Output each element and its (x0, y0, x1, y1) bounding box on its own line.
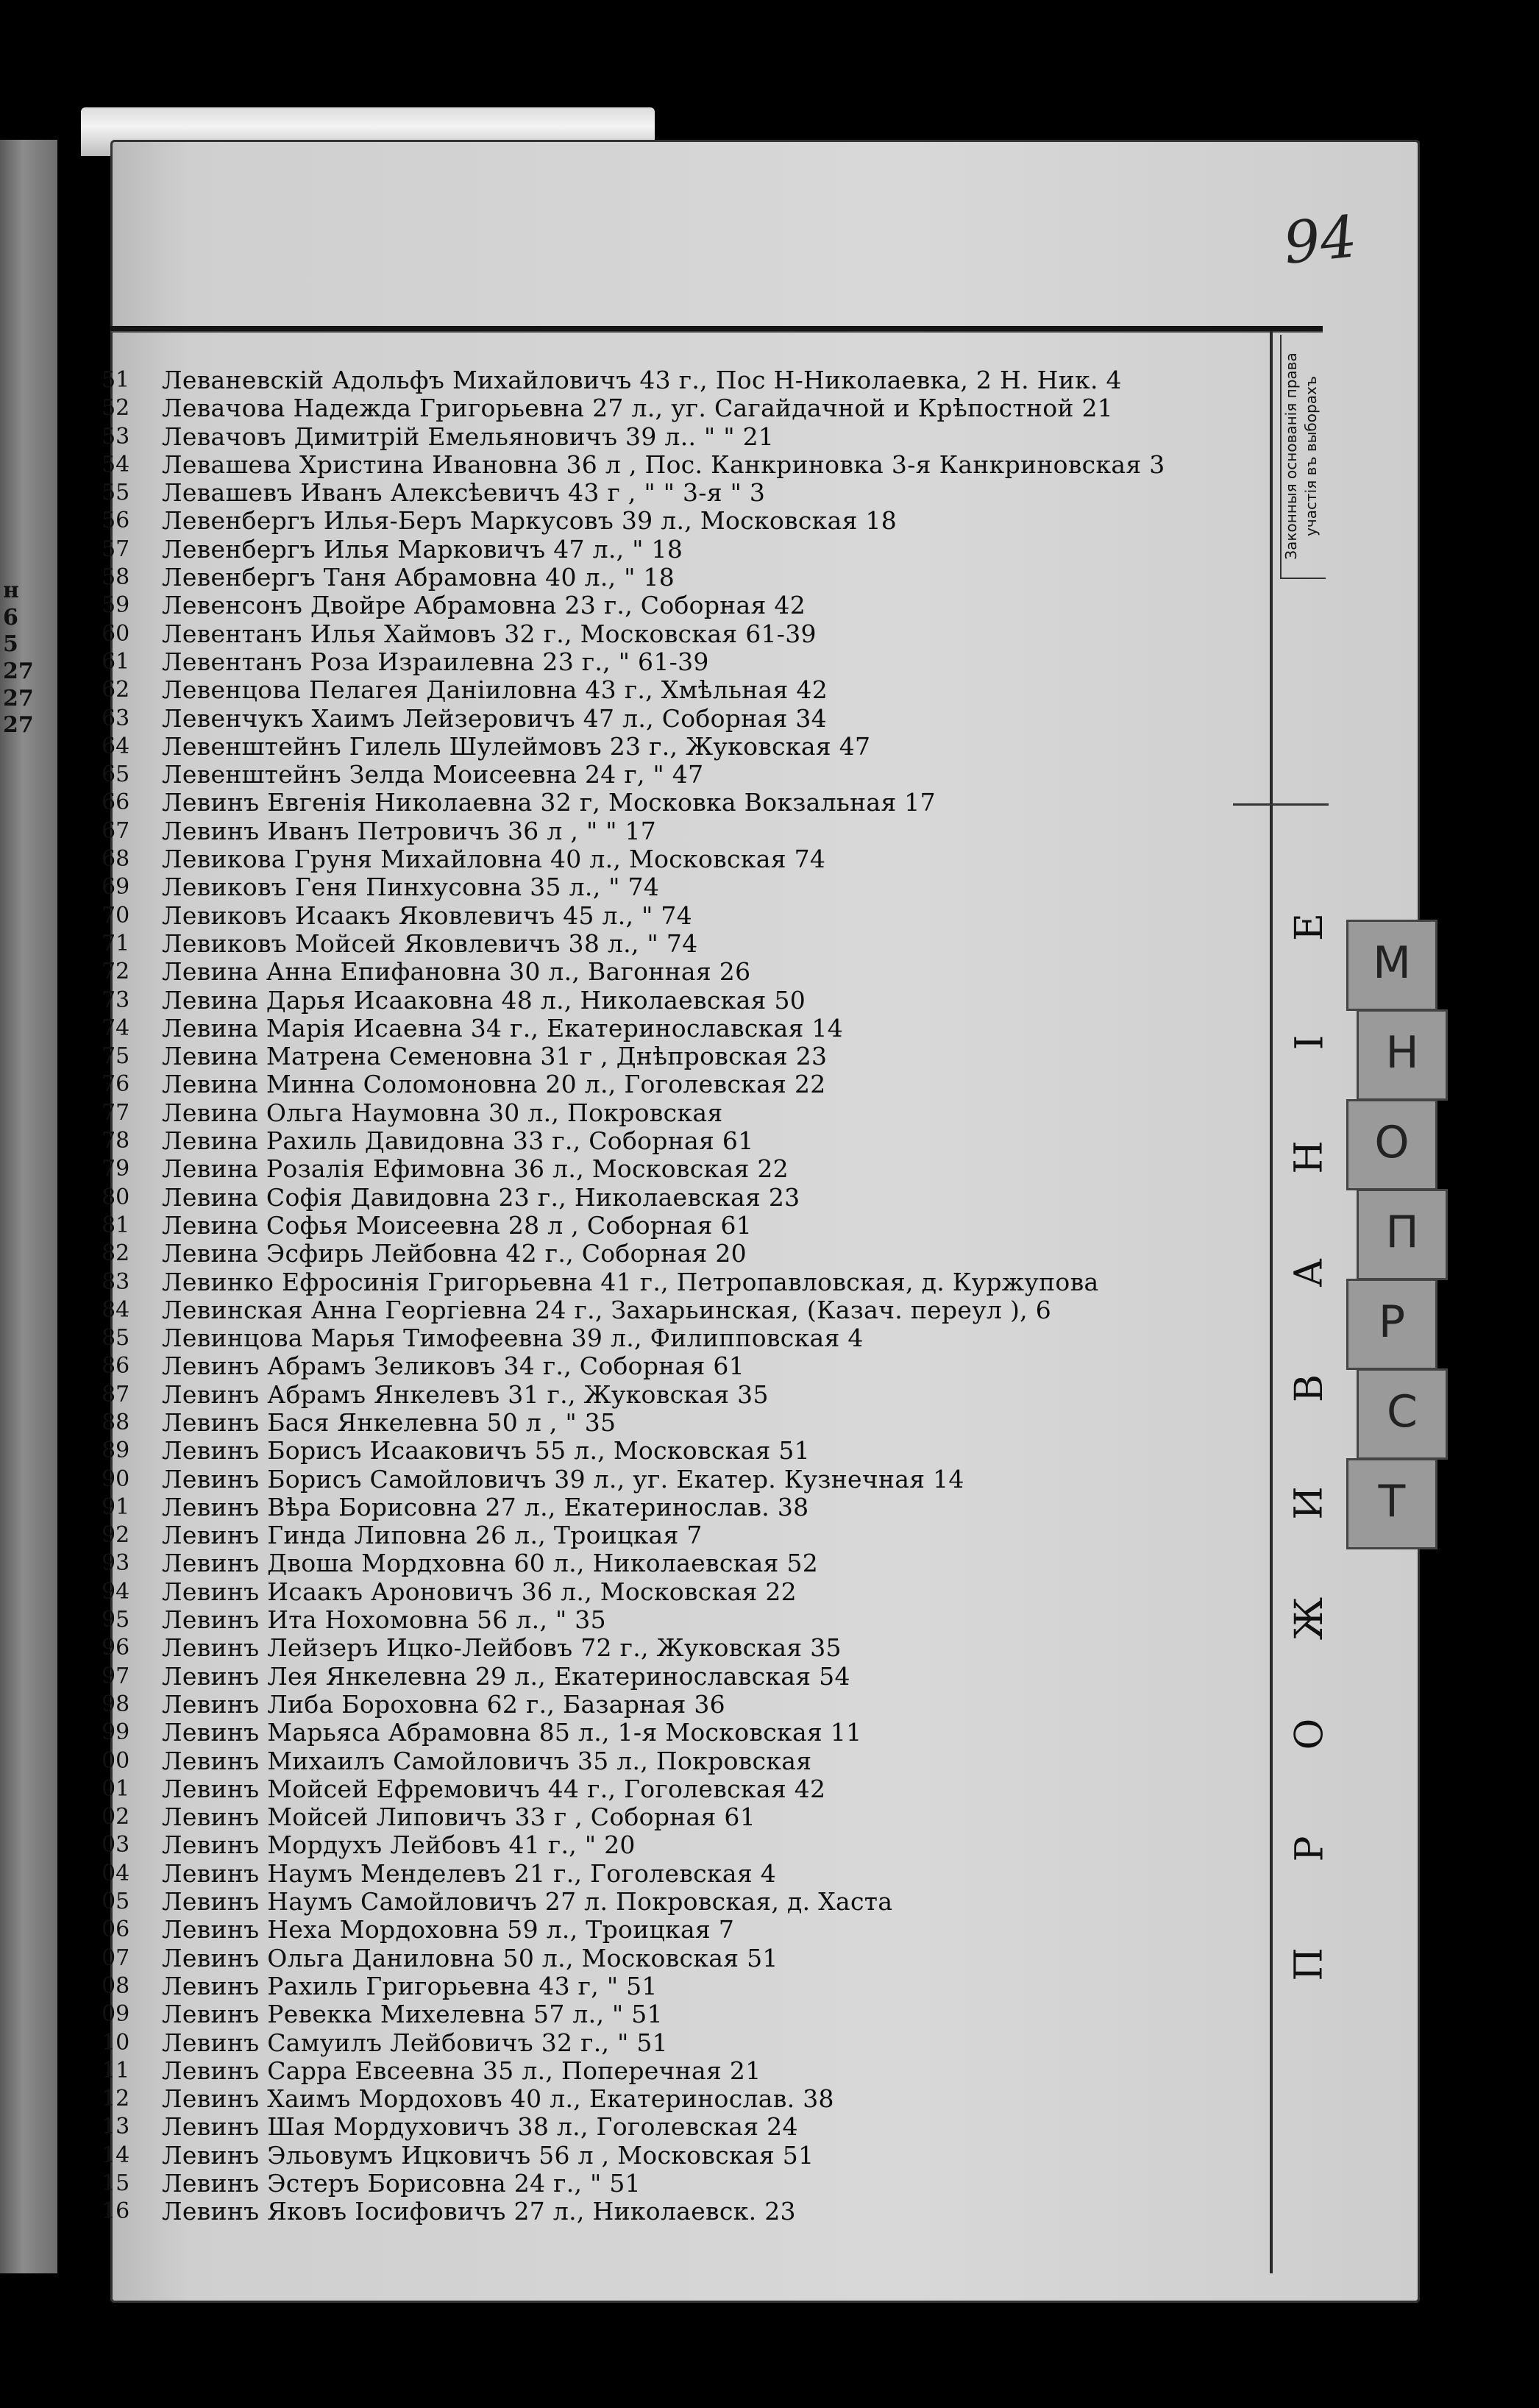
entry-number: 15 (102, 2170, 130, 2196)
entry-text: Левинцова Марья Тимофеевна 39 л., Филипповская 4 (162, 1324, 864, 1353)
entry-text: Левинъ Абрамъ Янкелевъ 31 г., Жуковская 35 (162, 1379, 769, 1409)
vertical-header-letter: О (1287, 1718, 1332, 1750)
entry-number: 84 (102, 1296, 130, 1323)
entry-number: 00 (102, 1747, 130, 1774)
entry-text: Левинъ Эльовумъ Ицковичъ 56 л , Московская 51 (162, 2140, 814, 2170)
register-entry (102, 957, 1287, 987)
entry-number: 81 (102, 1212, 130, 1238)
entry-number: 72 (102, 959, 130, 985)
entry-number: 58 (102, 564, 130, 591)
entry-text: Левинъ Вѣра Борисовна 27 л., Екатеринослав. 38 (162, 1492, 809, 1521)
register-entry (102, 1943, 1287, 1972)
entry-number: 94 (102, 1578, 130, 1605)
entry-text: Левинъ Бася Янкелевна 50 л , " 35 (162, 1407, 616, 1437)
register-entry (102, 591, 1287, 620)
entry-text: Левиковъ Исаакъ Яковлевичъ 45 л., " 74 (162, 901, 692, 930)
previous-page-edge (0, 140, 57, 2273)
register-entry (102, 647, 1287, 676)
register-entry (102, 2056, 1287, 2085)
entry-text: Левинъ Яковъ Іосифовичъ 27 л., Николаевск. 23 (162, 2197, 796, 2226)
register-entry (102, 1126, 1287, 1156)
register-entry (102, 1464, 1287, 1494)
register-entry (102, 1042, 1287, 1071)
entry-number: 08 (102, 1972, 130, 1999)
entry-number: 05 (102, 1889, 130, 1915)
vertical-header-letter: Е (1287, 913, 1332, 941)
register-entry (102, 2140, 1287, 2170)
entry-number: 51 (102, 367, 130, 393)
entry-number: 70 (102, 902, 130, 928)
index-tab: П (1357, 1189, 1448, 1280)
register-entry (102, 1803, 1287, 1832)
register-entry (102, 1746, 1287, 1775)
vertical-column-header (1284, 905, 1335, 1986)
register-entry (102, 1154, 1287, 1184)
register-entry (102, 534, 1287, 564)
register-entry (102, 1098, 1287, 1127)
entry-number: 95 (102, 1607, 130, 1633)
entry-text: Левинко Ефросинія Григорьевна 41 г., Петропавловская, д. Куржупова (162, 1267, 1099, 1296)
entry-number: 63 (102, 705, 130, 731)
previous-page-fragment: 6 (3, 605, 18, 631)
register-entry (102, 394, 1287, 423)
register-entry (102, 928, 1287, 958)
register-entry (102, 1210, 1287, 1240)
register-entry (102, 1182, 1287, 1212)
entry-number: 71 (102, 930, 130, 956)
register-entry (102, 1295, 1287, 1324)
register-entry (102, 1436, 1287, 1466)
index-tab: М (1346, 920, 1437, 1011)
index-tab: Н (1357, 1009, 1448, 1101)
entry-number: 62 (102, 677, 130, 703)
register-entry (102, 1267, 1287, 1296)
entry-text: Левенцова Пелагея Даніиловна 43 г., Хмѣльная 42 (162, 675, 828, 705)
entry-text: Левачова Надежда Григорьевна 27 л., уг. Сагайдачной и Крѣпостной 21 (162, 394, 1114, 423)
entry-number: 55 (102, 480, 130, 506)
entry-number: 53 (102, 423, 130, 450)
register-entry (102, 1830, 1287, 1860)
entry-text: Левинъ Ольга Даниловна 50 л., Московская 51 (162, 1943, 778, 1972)
register-entry (102, 845, 1287, 874)
index-tab: О (1346, 1099, 1437, 1190)
vertical-header-letter: В (1287, 1374, 1332, 1402)
entry-text: Левенсонъ Двойре Абрамовна 23 г., Соборная 42 (162, 591, 806, 620)
entry-text: Левинъ Мойсей Липовичъ 33 г , Соборная 61 (162, 1803, 756, 1832)
entry-text: Левентанъ Роза Израилевна 23 г., " 61-39 (162, 647, 709, 676)
entry-number: 10 (102, 2029, 130, 2056)
entry-text: Левашева Христина Ивановна 36 л , Пос. Канкриновка 3-я Канкриновская 3 (162, 450, 1165, 479)
entry-text: Левинъ Марьяса Абрамовна 85 л., 1-я Московская 11 (162, 1718, 862, 1747)
entry-number: 56 (102, 508, 130, 534)
entry-number: 96 (102, 1635, 130, 1661)
entry-number: 92 (102, 1522, 130, 1549)
entry-number: 82 (102, 1240, 130, 1267)
register-entry (102, 619, 1287, 648)
index-tabs (1346, 920, 1442, 1545)
side-column-header-text: Законныя основанія права участія въ выборахъ (1282, 352, 1320, 560)
entry-text: Левинъ Мордухъ Лейбовъ 41 г., " 20 (162, 1830, 636, 1860)
register-entry (102, 1689, 1287, 1719)
entry-text: Левина Матрена Семеновна 31 г , Днѣпровская 23 (162, 1042, 828, 1071)
entry-text: Левенчукъ Хаимъ Лейзеровичъ 47 л., Соборная 34 (162, 703, 827, 733)
header-rule (110, 326, 1323, 331)
entry-text: Левинъ Лея Янкелевна 29 л., Екатеринославская 54 (162, 1661, 850, 1691)
entries-list (102, 366, 1287, 2226)
register-entry (102, 1239, 1287, 1268)
register-entry (102, 703, 1287, 733)
register-entry (102, 2169, 1287, 2198)
vertical-header-letter: А (1287, 1258, 1332, 1288)
entry-text: Левенбергъ Илья-Беръ Маркусовъ 39 л., Московская 18 (162, 506, 898, 536)
register-entry (102, 1774, 1287, 1803)
entry-text: Левинъ Иванъ Петровичъ 36 л , " " 17 (162, 816, 657, 845)
entry-number: 07 (102, 1944, 130, 1971)
entry-number: 98 (102, 1691, 130, 1717)
entry-number: 57 (102, 536, 130, 562)
entry-text: Левинъ Евгенія Николаевна 32 г, Московка Вокзальная 17 (162, 788, 936, 817)
register-entry (102, 1915, 1287, 1944)
register-entry (102, 1858, 1287, 1888)
entry-text: Левина Марія Исаевна 34 г., Екатеринославская 14 (162, 1013, 844, 1043)
entry-text: Левинъ Неха Мордоховна 59 л., Троицкая 7 (162, 1915, 735, 1944)
entry-number: 83 (102, 1268, 130, 1295)
entry-number: 68 (102, 846, 130, 873)
register-entry (102, 1324, 1287, 1353)
entry-text: Левенбергъ Таня Абрамовна 40 л., " 18 (162, 563, 675, 592)
entry-text: Левинъ Исаакъ Ароновичъ 36 л., Московская 22 (162, 1577, 797, 1606)
register-entry (102, 1070, 1287, 1099)
previous-page-fragment: 27 (3, 658, 34, 684)
entry-text: Левинъ Наумъ Самойловичъ 27 л. Покровская, д. Хаста (162, 1887, 893, 1917)
register-entry (102, 675, 1287, 705)
index-tab: С (1357, 1368, 1448, 1460)
entry-number: 87 (102, 1381, 130, 1407)
register-entry (102, 2197, 1287, 2226)
register-entry (102, 1633, 1287, 1663)
vertical-header-letter: Ж (1287, 1597, 1332, 1641)
entry-text: Левинъ Эстеръ Борисовна 24 г., " 51 (162, 2169, 641, 2198)
register-entry (102, 1407, 1287, 1437)
entry-number: 90 (102, 1466, 130, 1492)
entry-number: 06 (102, 1917, 130, 1943)
register-entry (102, 422, 1287, 451)
index-tab: Т (1346, 1458, 1437, 1549)
entry-number: 03 (102, 1832, 130, 1858)
entry-text: Левинъ Борисъ Исааковичъ 55 л., Московская 51 (162, 1436, 811, 1466)
entry-number: 04 (102, 1860, 130, 1886)
entry-number: 85 (102, 1325, 130, 1352)
entry-number: 60 (102, 620, 130, 647)
entry-number: 91 (102, 1494, 130, 1520)
entry-number: 61 (102, 648, 130, 675)
entry-number: 99 (102, 1719, 130, 1746)
entry-number: 02 (102, 1804, 130, 1830)
register-entry (102, 1352, 1287, 1381)
entry-text: Левикова Груня Михайловна 40 л., Московская 74 (162, 845, 826, 874)
entry-text: Левинъ Мойсей Ефремовичъ 44 г., Гоголевская 42 (162, 1774, 826, 1803)
entry-text: Левина Анна Епифановна 30 л., Вагонная 26 (162, 957, 751, 987)
register-entry (102, 1887, 1287, 1917)
entry-text: Левинъ Рахиль Григорьевна 43 г, " 51 (162, 1971, 658, 2000)
entry-number: 64 (102, 733, 130, 759)
register-entry (102, 760, 1287, 789)
entry-number: 89 (102, 1438, 130, 1464)
register-entry (102, 873, 1287, 902)
previous-page-fragment: н (3, 578, 19, 603)
entry-text: Левиковъ Геня Пинхусовна 35 л., " 74 (162, 873, 660, 902)
entry-text: Левина Эсфирь Лейбовна 42 г., Соборная 20 (162, 1239, 747, 1268)
register-entry (102, 1549, 1287, 1578)
entry-number: 93 (102, 1550, 130, 1577)
entry-text: Левашевъ Иванъ Алексѣевичъ 43 г , " " 3-я " 3 (162, 478, 766, 508)
entry-text: Левинская Анна Георгіевна 24 г., Захарьинская, (Казач. переул ), 6 (162, 1295, 1052, 1324)
entry-number: 78 (102, 1128, 130, 1154)
entry-text: Левинъ Сарра Евсеевна 35 л., Поперечная 21 (162, 2056, 761, 2085)
entry-number: 97 (102, 1663, 130, 1689)
register-entry (102, 1492, 1287, 1521)
entry-text: Левиковъ Мойсей Яковлевичъ 38 л., " 74 (162, 928, 698, 958)
entry-number: 69 (102, 874, 130, 901)
entry-text: Левинъ Двоша Мордховна 60 л., Николаевская 52 (162, 1549, 819, 1578)
entry-text: Левенштейнъ Гилель Шулеймовъ 23 г., Жуковская 47 (162, 731, 871, 761)
entry-number: 77 (102, 1099, 130, 1126)
entry-text: Левинъ Михаилъ Самойловичъ 35 л., Покровская (162, 1746, 812, 1775)
page-number: 94 (1280, 204, 1360, 277)
register-entry (102, 1013, 1287, 1043)
entry-text: Левачовъ Димитрій Емельяновичъ 39 л.. " " 21 (162, 422, 775, 451)
entry-number: 12 (102, 2086, 130, 2112)
vertical-header-letter: И (1287, 1486, 1332, 1520)
entry-number: 13 (102, 2114, 130, 2140)
index-tab: Р (1346, 1279, 1437, 1370)
register-entry (102, 2112, 1287, 2142)
entry-text: Левинъ Хаимъ Мордоховъ 40 л., Екатеринослав. 38 (162, 2084, 834, 2114)
register-entry (102, 731, 1287, 761)
entry-text: Левинъ Ита Нохомовна 56 л., " 35 (162, 1605, 606, 1635)
entry-text: Левина Розалія Ефимовна 36 л., Московская 22 (162, 1154, 789, 1184)
entry-text: Левинъ Наумъ Менделевъ 21 г., Гоголевская 4 (162, 1858, 777, 1888)
entry-number: 75 (102, 1043, 130, 1070)
entry-text: Левина Дарья Исааковна 48 л., Николаевская 50 (162, 985, 806, 1015)
entry-text: Левина Софія Давидовна 23 г., Николаевская 23 (162, 1182, 800, 1212)
entry-number: 65 (102, 761, 130, 788)
entry-text: Левинъ Самуилъ Лейбовичъ 32 г., " 51 (162, 2028, 668, 2057)
entry-text: Леваневскій Адольфъ Михайловичъ 43 г., Пос Н-Николаевка, 2 Н. Ник. 4 (162, 366, 1122, 394)
entry-number: 16 (102, 2198, 130, 2225)
entry-number: 01 (102, 1775, 130, 1802)
entry-text: Левинъ Борисъ Самойловичъ 39 л., уг. Екатер. Кузнечная 14 (162, 1464, 964, 1494)
entry-number: 59 (102, 592, 130, 619)
entry-number: 54 (102, 451, 130, 477)
register-entry (102, 788, 1287, 817)
register-entry (102, 901, 1287, 930)
entry-text: Левинъ Лейзеръ Ицко-Лейбовъ 72 г., Жуковская 35 (162, 1633, 842, 1663)
register-entry (102, 2028, 1287, 2057)
entry-text: Левина Ольга Наумовна 30 л., Покровская (162, 1098, 723, 1127)
entry-number: 79 (102, 1156, 130, 1182)
register-entry (102, 366, 1287, 394)
entry-number: 11 (102, 2057, 130, 2084)
entry-number: 73 (102, 987, 130, 1013)
entry-number: 76 (102, 1071, 130, 1098)
register-entry (102, 816, 1287, 845)
entry-number: 52 (102, 395, 130, 422)
entry-text: Левинъ Ревекка Михелевна 57 л., " 51 (162, 2000, 663, 2029)
vertical-header-letter: І (1287, 1034, 1332, 1050)
vertical-header-letter: Р (1287, 1836, 1332, 1862)
previous-page-fragment: 27 (3, 686, 34, 711)
register-entry (102, 478, 1287, 508)
margin-mark (1233, 803, 1329, 806)
register-entry (102, 1379, 1287, 1409)
vertical-header-letter: П (1287, 1947, 1332, 1981)
entry-number: 88 (102, 1409, 130, 1435)
entry-number: 80 (102, 1184, 130, 1210)
register-entry (102, 450, 1287, 479)
register-entry (102, 985, 1287, 1015)
entry-text: Левенштейнъ Зелда Моисеевна 24 г, " 47 (162, 760, 704, 789)
previous-page-fragment: 5 (3, 631, 18, 657)
entry-text: Левинъ Абрамъ Зеликовъ 34 г., Соборная 61 (162, 1352, 745, 1381)
register-entry (102, 1521, 1287, 1550)
entry-text: Левентанъ Илья Хаймовъ 32 г., Московская 61-39 (162, 619, 817, 648)
entry-text: Левина Рахиль Давидовна 33 г., Соборная 61 (162, 1126, 754, 1156)
header-rule-thin (110, 331, 1323, 333)
register-entry (102, 2000, 1287, 2029)
entry-number: 86 (102, 1353, 130, 1379)
register-entry (102, 1661, 1287, 1691)
register-entry (102, 1577, 1287, 1606)
entry-text: Левенбергъ Илья Марковичъ 47 л., " 18 (162, 534, 683, 564)
entry-text: Левинъ Шая Мордуховичъ 38 л., Гоголевская 24 (162, 2112, 798, 2142)
entry-text: Левина Софья Моисеевна 28 л , Соборная 61 (162, 1210, 753, 1240)
register-entry (102, 1971, 1287, 2000)
register-entry (102, 506, 1287, 536)
entry-number: 67 (102, 817, 130, 844)
entry-text: Левинъ Гинда Липовна 26 л., Троицкая 7 (162, 1521, 703, 1550)
register-entry (102, 2084, 1287, 2114)
entry-number: 14 (102, 2142, 130, 2168)
entry-text: Левина Минна Соломоновна 20 л., Гоголевская 22 (162, 1070, 826, 1099)
entry-number: 09 (102, 2001, 130, 2028)
entry-number: 66 (102, 789, 130, 816)
previous-page-fragment: 27 (3, 712, 34, 738)
entry-number: 74 (102, 1015, 130, 1041)
register-entry (102, 563, 1287, 592)
entry-text: Левинъ Либа Бороховна 62 г., Базарная 36 (162, 1689, 725, 1719)
register-entry (102, 1718, 1287, 1747)
vertical-header-letter: Н (1287, 1140, 1332, 1174)
register-entry (102, 1605, 1287, 1635)
